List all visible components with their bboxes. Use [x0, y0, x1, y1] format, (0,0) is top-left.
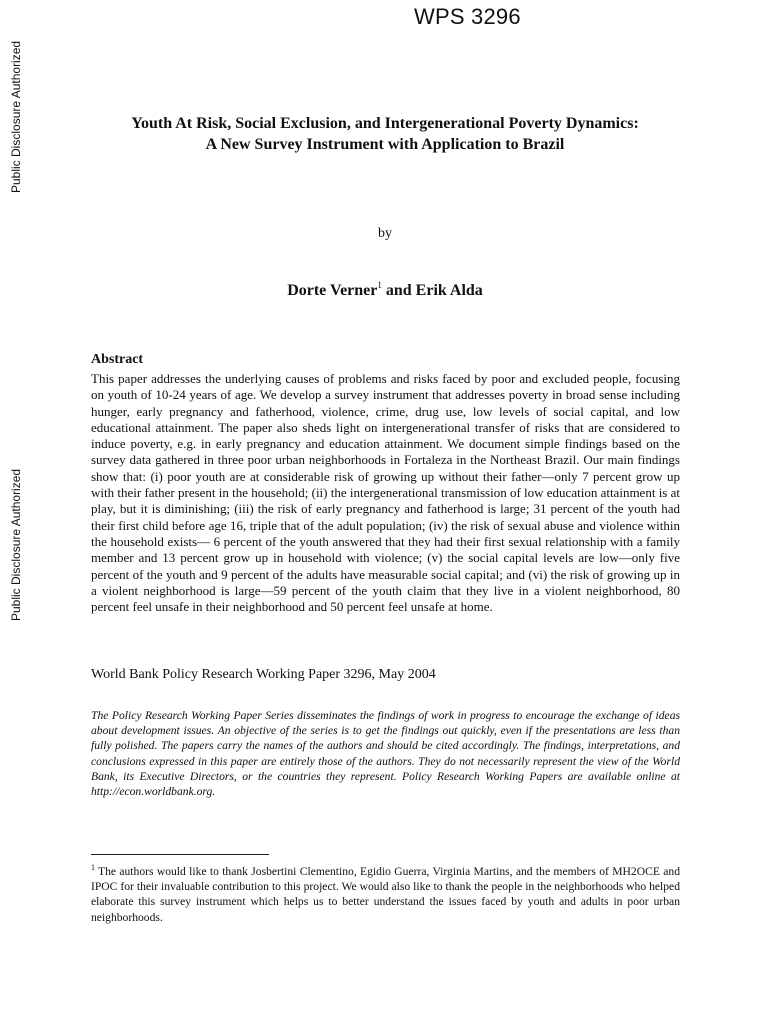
paper-title-line-2: A New Survey Instrument with Application to Brazil — [205, 136, 565, 153]
abstract-heading: Abstract — [91, 352, 144, 367]
series-disclaimer: The Policy Research Working Paper Series disseminates the findings of work in progress to encourage the exchange of ideas about development issues. An objective of the series is to get the findings out quickly, even if the presentations are less than fully polished. The papers carry the names of the authors and should be cited accordingly. The findings, interpretations, and conclusions expressed in this paper are entirely those of the authors. They do not necessarily represent the view of the World Bank, its Executive Directors, or the countries they represent. Policy Research Working Papers are available online at http://econ.worldbank.org. — [91, 709, 680, 799]
paper-title-line-1: Youth At Risk, Social Exclusion, and Intergenerational Poverty Dynamics: — [131, 115, 639, 132]
authors — [60, 280, 710, 300]
footnote-divider — [91, 854, 269, 855]
footnote — [91, 860, 680, 925]
disclosure-label-bottom: Public Disclosure Authorized — [9, 468, 23, 621]
paper-title — [60, 113, 710, 155]
working-paper-citation: World Bank Policy Research Working Paper 3296, May 2004 — [91, 667, 436, 682]
footnote-mark: 1 — [91, 863, 95, 872]
author-1-name: Dorte Verner — [287, 282, 378, 299]
report-number: WPS 3296 — [414, 4, 521, 29]
disclosure-label-top: Public Disclosure Authorized — [9, 40, 23, 193]
author-1-footnote-mark[interactable]: 1 — [377, 280, 382, 290]
by-line: by — [378, 226, 392, 241]
footnote-text: The authors would like to thank Josbertini Clementino, Egidio Guerra, Virginia Martins, and the members of MH2OCE and IPOC for their invaluable contribution to this project. We would also like to thank the people in the neighborhoods who helped elaborate this survey instrument which helps us to better understand the issues faced by youth and adults in poor urban neighborhoods. — [91, 865, 680, 924]
abstract-body: This paper addresses the underlying causes of problems and risks faced by poor and excluded people, focusing on youth of 10-24 years of age. We develop a survey instrument that addresses poverty in broad sense including hunger, early pregnancy and fatherhood, violence, crime, drug use, low levels of social capital, and low educational attainment. The paper also sheds light on intergenerational transfer of risks that are considered to induce poverty, e.g. in early pregnancy and education attainment. We document simple findings based on the survey data gathered in three poor urban neighborhoods in Fortaleza in the Northeast Brazil. Our main findings show that: (i) poor youth are at considerable risk of growing up without their father—only 7 percent grow up with their father present in the household; (ii) the intergenerational transmission of low education attainment is at play, but it is diminishing; (iii) the risk of early pregnancy and fatherhood is large; 31 percent of the youth had their first child before age 16, triple that of the adult population; (iv) the risk of sexual abuse and violence within the household exists— 6 percent of the youth answered that they had their first sexual relationship with a family member and 13 percent grow up in household with violence; (v) the social capital levels are low—only five percent of the youth and 9 percent of the adults have measurable social capital; and (vi) the risk of growing up in a violent neighborhood is large—59 percent of the youth claim that they live in a violent neighborhood, 80 percent feel unsafe in their neighborhood and 50 percent feel unsafe at home. — [91, 371, 680, 615]
author-2-name: and Erik Alda — [381, 282, 483, 299]
